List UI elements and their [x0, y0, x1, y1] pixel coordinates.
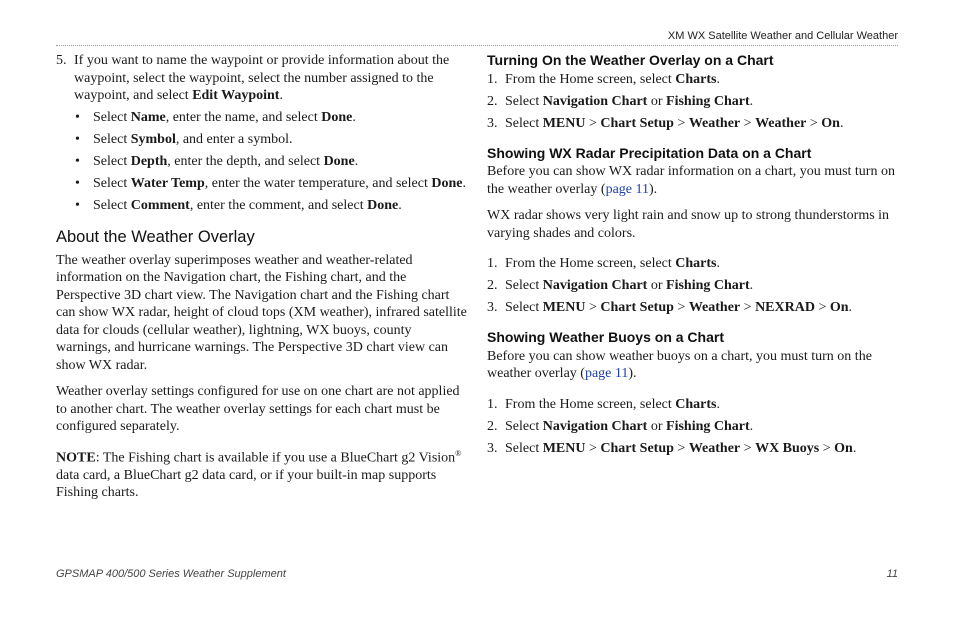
paragraph-text: ). [628, 366, 637, 381]
step-bold: Weather [688, 115, 741, 131]
note-label: NOTE [56, 450, 96, 466]
page-link[interactable]: page 11 [584, 366, 629, 381]
step-number: 2. [487, 418, 498, 434]
paragraph: The weather overlay superimposes weather and weather-related information on the Navigation chart, the Fishing chart, and the Perspective 3D chart view. The Navigation chart and the Fishing chart can show WX radar, height of cloud tops (XM weather), infrared satellite data for clouds (cellular weather), lightning, WX buoys, county warnings, and hurricane warnings. The Perspective 3D chart view can show WX radar. [56, 252, 467, 373]
step-bold: MENU [542, 300, 586, 315]
step-bold: On [821, 115, 840, 131]
step-bold: Charts [675, 256, 717, 271]
step-text: If you want to name the waypoint or provide information about the waypoint, select the waypoint, select the number assigned to the waypoint, and select [74, 53, 450, 103]
footer-document-title: GPSMAP 400/500 Series Weather Supplement [56, 568, 286, 580]
step-text: . [716, 71, 721, 87]
step-text: Select [505, 418, 543, 434]
step-text: . [749, 418, 754, 434]
subsection-heading: Turning On the Weather Overlay on a Chart [487, 52, 774, 68]
step-text: From the Home screen, select [505, 256, 676, 271]
step-text: . [716, 396, 721, 412]
step-text: > [673, 440, 689, 456]
step-bold: MENU [542, 115, 586, 131]
bullet-dot: • [75, 175, 80, 191]
step-bold: Charts [675, 396, 717, 412]
step-number: 2. [487, 278, 498, 293]
step-bold: Weather [688, 300, 741, 315]
bullet-text: . [398, 197, 402, 213]
bullet-bold: Comment [130, 197, 190, 213]
bullet-text: , enter the water temperature, and select [204, 175, 432, 191]
paragraph-text: Before you can show weather buoys on a chart, you must turn on the weather overlay ( [487, 348, 872, 381]
header-divider [56, 45, 898, 46]
note-text: data card, a BlueChart g2 data card, or if your built-in map supports Fishing charts. [56, 467, 437, 501]
bullet-dot: • [75, 197, 80, 213]
step-text: > [673, 115, 689, 131]
step-item [487, 277, 899, 295]
bullet-dot: • [75, 131, 80, 147]
step-item [487, 93, 899, 111]
paragraph-text: Before you can show WX radar information on a chart, you must turn on the weather overlay ( [487, 164, 895, 197]
running-header: XM WX Satellite Weather and Cellular Weather [667, 30, 898, 42]
bullet-text: . [352, 109, 356, 125]
bullet-item [56, 109, 468, 127]
step-text: or [647, 93, 667, 109]
page-link[interactable]: page 11 [605, 181, 649, 197]
step-bold: On [829, 300, 849, 315]
note-paragraph [56, 445, 468, 502]
step-bold: Fishing Chart [666, 418, 750, 434]
step-text: > [673, 300, 689, 315]
bullet-item [56, 153, 468, 171]
step-text: > [585, 115, 601, 131]
bullet-bold: Done [321, 109, 353, 125]
subsection-heading: Showing WX Radar Precipitation Data on a Chart [487, 144, 812, 161]
step-text: . [716, 256, 721, 271]
bullet-text: Select [93, 131, 131, 147]
step-bold: Chart Setup [600, 300, 674, 315]
step-number: 3. [487, 115, 498, 131]
paragraph [487, 348, 899, 383]
step-text: Select [505, 300, 543, 315]
step-text: > [740, 300, 756, 315]
bullet-text: . [354, 153, 359, 169]
paragraph [487, 163, 899, 198]
step-text: . [749, 278, 754, 293]
step-text: > [585, 300, 601, 315]
step-text: . [852, 440, 857, 456]
step-number: 1. [487, 256, 498, 271]
step-bold: On [834, 440, 853, 456]
step-item [487, 418, 899, 436]
step-text: From the Home screen, select [505, 71, 676, 87]
step-text: Select [505, 278, 543, 293]
step-text: Select [505, 115, 543, 131]
bullet-bold: Name [130, 109, 166, 125]
step-text-end: . [279, 88, 283, 103]
step-item [487, 115, 899, 133]
step-number: 1. [487, 396, 498, 412]
bullet-bold: Done [323, 153, 355, 169]
step-bold: Fishing Chart [666, 93, 750, 109]
step-bold: Weather [755, 115, 807, 131]
bullet-dot: • [75, 153, 80, 169]
bullet-bold: Symbol [130, 131, 176, 147]
step-bold: WX Buoys [755, 440, 820, 456]
bullet-item [56, 131, 468, 149]
bullet-bold: Done [367, 197, 399, 213]
step-item [487, 255, 899, 273]
step-bold: Charts [675, 71, 717, 87]
subsection-heading: Showing Weather Buoys on a Chart [487, 329, 724, 345]
step-item [487, 299, 899, 317]
step-text: From the Home screen, select [505, 396, 676, 412]
bullet-bold: Depth [130, 153, 168, 169]
step-bold: Edit Waypoint [192, 88, 280, 103]
paragraph-text: ). [648, 181, 658, 197]
step-item [487, 440, 899, 458]
step-bold: Weather [688, 440, 741, 456]
step-text: . [749, 93, 754, 109]
registered-mark: ® [455, 448, 462, 458]
bullet-text: Select [93, 153, 131, 169]
step-bold: Navigation Chart [542, 418, 648, 434]
step-text: > [819, 440, 835, 456]
paragraph: Weather overlay settings configured for use on one chart are not applied to another chart. The weather overlay settings for each chart must be configured separately. [56, 384, 460, 434]
section-heading-about: About the Weather Overlay [56, 228, 255, 246]
step-text: or [647, 418, 667, 434]
step-bold: Fishing Chart [666, 278, 750, 293]
step-5 [56, 52, 468, 105]
step-number: 5. [56, 53, 67, 68]
step-text: . [839, 115, 844, 131]
step-item [487, 71, 899, 89]
note-text: : The Fishing chart is available if you use a BlueChart g2 Vision [95, 450, 456, 466]
left-column [56, 52, 468, 511]
bullet-dot: • [75, 109, 80, 125]
bullet-bold: Done [431, 175, 463, 191]
bullet-item [56, 197, 468, 215]
bullet-text: Select [93, 175, 131, 191]
bullet-item [56, 175, 468, 193]
bullet-text: Select [93, 109, 131, 125]
step-text: Select [505, 440, 543, 456]
paragraph: WX radar shows very light rain and snow up to strong thunderstorms in varying shades and colors. [487, 208, 890, 241]
step-bold: Chart Setup [600, 115, 674, 131]
step-text: > [740, 440, 756, 456]
step-number: 3. [487, 440, 498, 456]
bullet-text: , enter the comment, and select [189, 197, 368, 213]
step-number: 1. [487, 71, 498, 87]
bullet-bold: Water Temp [130, 175, 205, 191]
step-item [487, 396, 899, 414]
step-text: Select [505, 93, 543, 109]
bullet-text: . [462, 175, 466, 191]
bullet-text: Select [93, 197, 131, 213]
right-column [487, 52, 899, 462]
step-text: . [848, 300, 853, 315]
step-text: or [647, 278, 667, 293]
step-bold: NEXRAD [755, 300, 815, 315]
bullet-text: , enter the depth, and select [167, 153, 324, 169]
step-text: > [740, 115, 756, 131]
footer-page-number: 11 [886, 568, 898, 580]
step-bold: Navigation Chart [542, 93, 648, 109]
step-number: 3. [487, 300, 498, 315]
step-bold: Chart Setup [600, 440, 674, 456]
bullet-text: , and enter a symbol. [175, 131, 293, 147]
step-text: > [814, 300, 830, 315]
step-number: 2. [487, 93, 498, 109]
step-bold: Navigation Chart [542, 278, 648, 293]
step-text: > [806, 115, 822, 131]
step-text: > [585, 440, 601, 456]
bullet-text: , enter the name, and select [165, 109, 322, 125]
step-bold: MENU [542, 440, 586, 456]
